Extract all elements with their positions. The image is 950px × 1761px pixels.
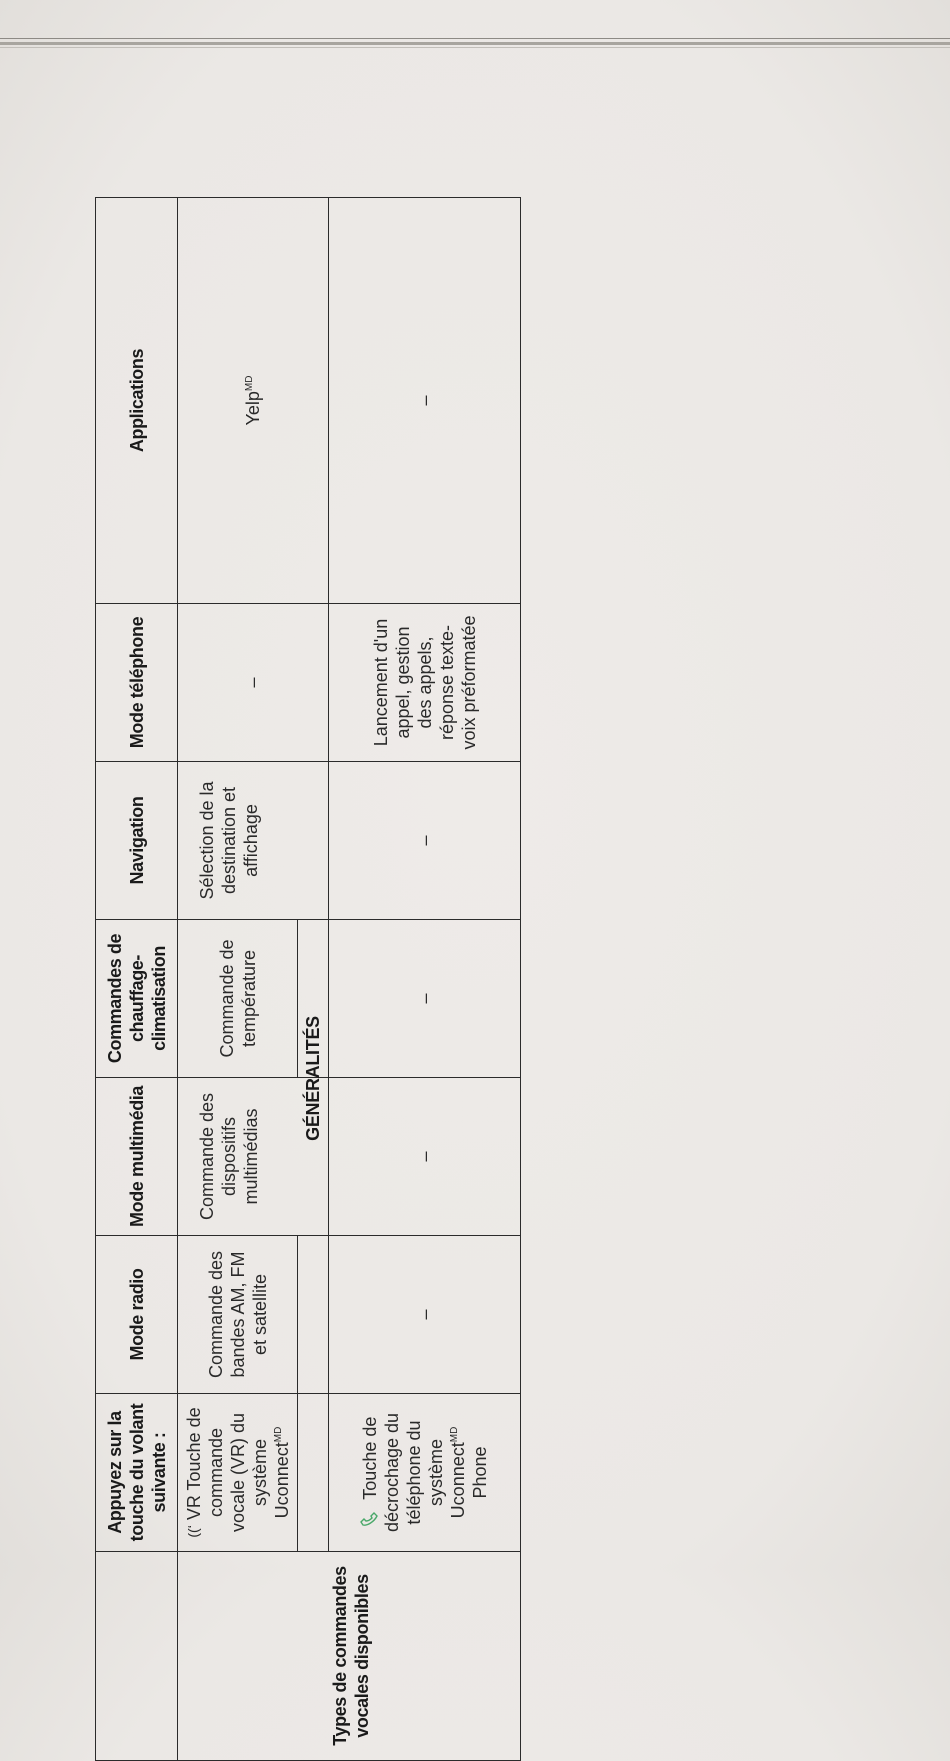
vr-key-sup: MD [273, 1426, 284, 1443]
vr-key-label: VR Touche de commande vocale (VR) du système Uconnect [184, 1407, 292, 1533]
header-press-key: Appuyez sur la touche du volant suivante : [96, 1394, 178, 1552]
voice-recognition-icon: ((ʻ [185, 1525, 201, 1538]
phone-key-label-suffix: Phone [470, 1446, 490, 1499]
types-label-text: Types de commandes vocales disponibles [330, 1566, 372, 1746]
header-radio: Mode radio [96, 1236, 178, 1394]
header-navigation: Navigation [96, 762, 178, 920]
header-row [96, 198, 178, 1761]
header-rule [0, 38, 950, 39]
vr-apps-sup: MD [244, 375, 255, 392]
vr-apps-cell [178, 198, 329, 604]
phone-climate-cell: – [329, 920, 521, 1078]
vr-apps-label: Yelp [243, 391, 263, 426]
vr-phone-cell: – [178, 604, 329, 762]
vr-climate-cell: Commande de température [178, 920, 298, 1078]
phone-row [329, 198, 521, 1761]
vr-radio-cell: Commande des bandes AM, FM et satellite [178, 1236, 298, 1394]
header-apps: Applications [96, 198, 178, 604]
phone-media-cell: – [329, 1078, 521, 1236]
phone-radio-cell: – [329, 1236, 521, 1394]
phone-key-cell [329, 1394, 521, 1552]
vr-media-cell: Commande des dispositifs multimédias [178, 1078, 329, 1236]
types-label [178, 1552, 521, 1761]
general-band-empty [298, 1236, 329, 1394]
phone-navigation-cell: – [329, 762, 521, 920]
vr-key-cell [178, 1394, 298, 1552]
general-band [298, 920, 329, 1141]
header-phone: Mode téléphone [96, 604, 178, 762]
phone-apps-cell: – [329, 198, 521, 604]
vr-navigation-cell: Sélection de la destination et affichage [178, 762, 329, 920]
header-rule [0, 42, 950, 45]
header-climate: Commandes de chauffage-climatisation [96, 920, 178, 1078]
phone-pickup-icon [358, 1504, 380, 1528]
rotated-table-container [95, 198, 513, 1761]
corner-cell [96, 1552, 178, 1761]
vr-row [178, 198, 298, 1761]
phone-key-label: Touche de décrochage du téléphone du système Uconnect [360, 1412, 468, 1533]
voice-commands-table [95, 197, 521, 1761]
general-band-empty [298, 1394, 329, 1552]
header-media: Mode multimédia [96, 1078, 178, 1236]
general-label: GÉNÉRALITÉS [303, 1016, 323, 1141]
phone-phone-cell: Lancement d'un appel, gestion des appels, réponse texte-voix préformatée [329, 604, 521, 762]
phone-key-sup: MD [449, 1426, 460, 1443]
header-rule [0, 47, 950, 48]
